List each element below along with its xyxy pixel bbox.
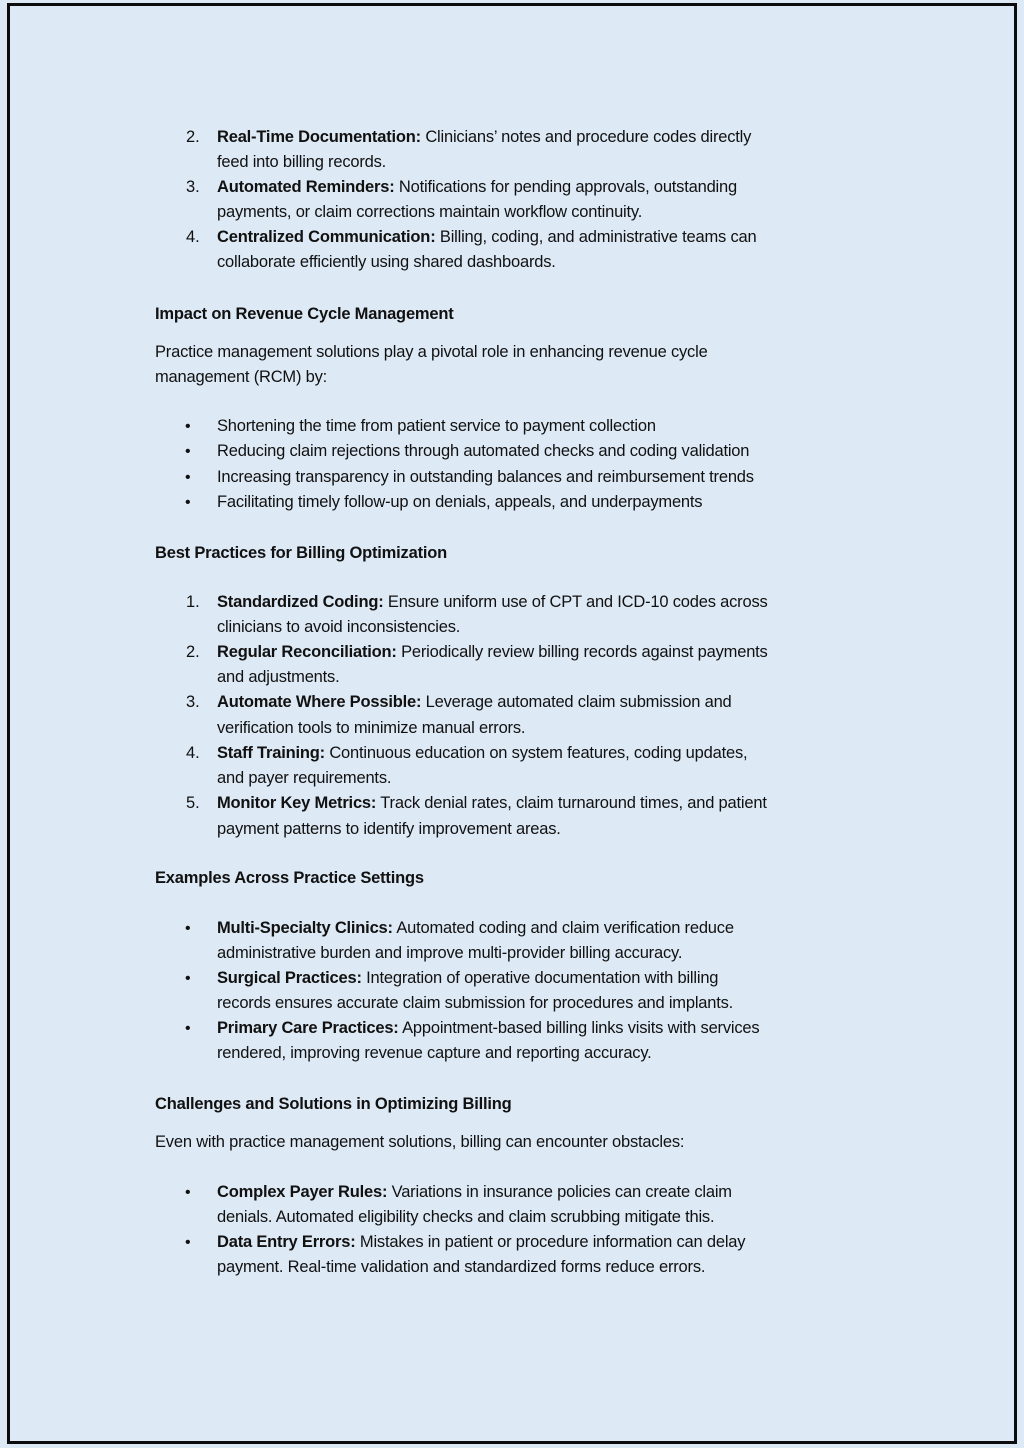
section-heading-best-practices: Best Practices for Billing Optimization (155, 544, 448, 562)
list-number: 4. (186, 744, 200, 762)
list-text: and adjustments. (217, 668, 340, 686)
bullet-icon: • (185, 1020, 191, 1037)
list-text: Billing, coding, and administrative teams can (439, 228, 757, 246)
paragraph: management (RCM) by: (155, 368, 328, 386)
bullet-term: Surgical Practices: (217, 969, 362, 987)
list-number: 2. (186, 643, 200, 661)
bullet-icon: • (185, 1234, 191, 1251)
bullet-text: Mistakes in patient or procedure information can delay (359, 1233, 746, 1251)
list-term: Monitor Key Metrics: (217, 794, 377, 812)
bullet-text: Variations in insurance policies can create claim (391, 1183, 732, 1201)
list-term: Standardized Coding: (217, 593, 384, 611)
list-term: Centralized Communication: (217, 228, 436, 246)
bullet-text: Reducing claim rejections through automated checks and coding validation (217, 442, 750, 460)
bullet-text: Shortening the time from patient service to payment collection (217, 417, 656, 435)
bullet-text: Integration of operative documentation with billing (366, 969, 719, 987)
list-term: Staff Training: (217, 744, 325, 762)
bullet-text: Increasing transparency in outstanding balances and reimbursement trends (217, 468, 754, 486)
list-text: collaborate efficiently using shared dashboards. (217, 253, 556, 271)
list-text: Periodically review billing records against payments (401, 643, 768, 661)
list-term: Automated Reminders: (217, 178, 395, 196)
bullet-text: payment. Real-time validation and standardized forms reduce errors. (217, 1258, 706, 1276)
list-number: 3. (186, 178, 200, 196)
list-number: 5. (186, 794, 200, 812)
bullet-text: administrative burden and improve multi-provider billing accuracy. (217, 944, 683, 962)
section-heading-challenges: Challenges and Solutions in Optimizing Billing (155, 1095, 512, 1113)
bullet-icon: • (185, 920, 191, 937)
section-heading-examples: Examples Across Practice Settings (155, 869, 424, 887)
bullet-icon: • (185, 469, 191, 486)
list-text: Ensure uniform use of CPT and ICD-10 codes across (387, 593, 768, 611)
list-text: payments, or claim corrections maintain workflow continuity. (217, 203, 643, 221)
bullet-icon: • (185, 494, 191, 511)
list-number: 1. (186, 593, 200, 611)
list-text: payment patterns to identify improvement areas. (217, 820, 561, 838)
list-text: clinicians to avoid inconsistencies. (217, 618, 461, 636)
list-term: Real-Time Documentation: (217, 128, 421, 146)
list-text: Track denial rates, claim turnaround times, and patient (380, 794, 767, 812)
bullet-term: Multi-Specialty Clinics: (217, 919, 393, 937)
bullet-text: denials. Automated eligibility checks and claim scrubbing mitigate this. (217, 1208, 715, 1226)
list-term: Regular Reconciliation: (217, 643, 397, 661)
list-text: feed into billing records. (217, 153, 387, 171)
list-number: 3. (186, 693, 200, 711)
section-heading-rcm: Impact on Revenue Cycle Management (155, 305, 454, 323)
bullet-text: Appointment-based billing links visits with services (402, 1019, 760, 1037)
list-text: and payer requirements. (217, 769, 392, 787)
bullet-text: Automated coding and claim verification reduce (396, 919, 734, 937)
list-text: verification tools to minimize manual errors. (217, 719, 526, 737)
list-text: Notifications for pending approvals, outstanding (398, 178, 737, 196)
bullet-text: records ensures accurate claim submission for procedures and implants. (217, 994, 734, 1012)
bullet-text: Facilitating timely follow-up on denials, appeals, and underpayments (217, 493, 703, 511)
paragraph: Even with practice management solutions, billing can encounter obstacles: (155, 1133, 685, 1151)
list-number: 4. (186, 228, 200, 246)
paragraph: Practice management solutions play a pivotal role in enhancing revenue cycle (155, 343, 708, 361)
bullet-icon: • (185, 418, 191, 435)
list-text: Leverage automated claim submission and (425, 693, 732, 711)
bullet-icon: • (185, 1184, 191, 1201)
bullet-term: Complex Payer Rules: (217, 1183, 388, 1201)
bullet-icon: • (185, 970, 191, 987)
list-text: Continuous education on system features, coding updates, (329, 744, 748, 762)
list-number: 2. (186, 128, 200, 146)
bullet-term: Data Entry Errors: (217, 1233, 356, 1251)
list-text: Clinicians’ notes and procedure codes directly (425, 128, 752, 146)
list-term: Automate Where Possible: (217, 693, 422, 711)
bullet-term: Primary Care Practices: (217, 1019, 399, 1037)
bullet-text: rendered, improving revenue capture and reporting accuracy. (217, 1044, 652, 1062)
bullet-icon: • (185, 443, 191, 460)
